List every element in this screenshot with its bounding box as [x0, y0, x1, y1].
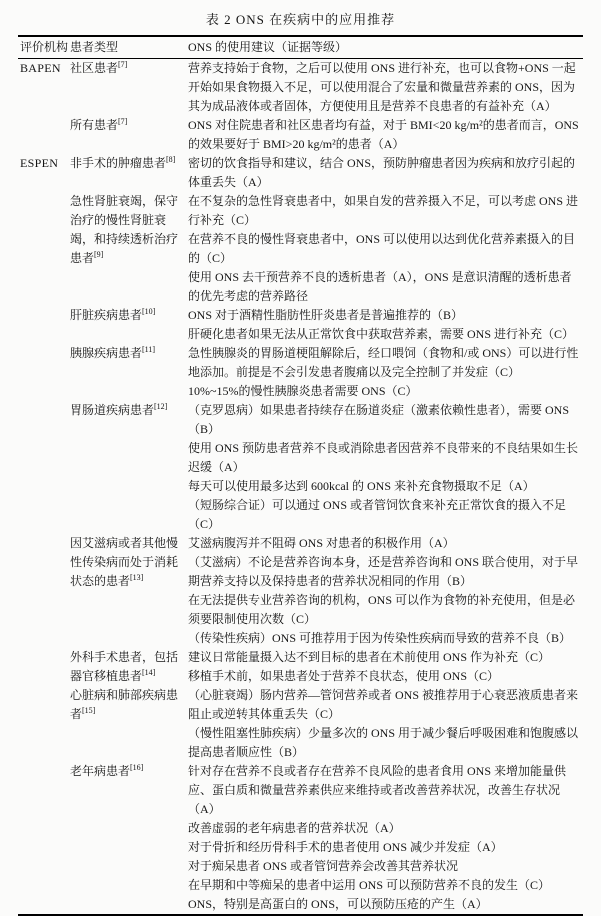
recommendation-text: 使用 ONS 去干预营养不良的透析患者（A），ONS 是意识清醒的透析患者的优先考虑的营养路径: [188, 270, 572, 303]
table-row: [18, 116, 583, 154]
table-row: [18, 534, 583, 648]
patient-cell: 非手术的肿瘤患者[8]: [70, 155, 176, 170]
recommendation-text: 针对存在营养不良或者存在营养不良风险的患者食用 ONS 来增加能量供应、蛋白质和微量营养素供应来维持或者改善营养状况，改善生存状况（A）: [188, 764, 567, 816]
table-body: [18, 59, 583, 916]
org-cell: BAPEN: [20, 61, 61, 75]
column-header-recommendation: ONS 的使用建议（证据等级）: [186, 36, 583, 59]
recommendation-text: 艾滋病腹泻并不阻碍 ONS 对患者的积极作用（A）: [188, 536, 455, 550]
table-title: 表 2 ONS 在疾病中的应用推荐: [205, 12, 396, 27]
table-row: [18, 59, 583, 117]
ons-recommendation-table: [18, 35, 583, 916]
reference-superscript: [15]: [82, 706, 96, 715]
org-cell: [18, 762, 68, 915]
reference-superscript: [10]: [142, 307, 156, 316]
patient-cell: 所有患者[7]: [70, 117, 128, 132]
recommendation-text: （短肠综合证）可以通过 ONS 或者管饲饮食来补充正常饮食的摄入不足（C）: [188, 498, 567, 531]
org-cell: [18, 116, 68, 154]
recommendation-text: （心脏衰竭）肠内营养—管饲营养或者 ONS 被推荐用于心衰恶液质患者来阻止或逆转其体重丢失（C）: [188, 688, 579, 721]
recommendation-text: 对于骨折和经历骨科手术的患者使用 ONS 减少并发症（A）: [188, 840, 503, 854]
recommendation-text: 密切的饮食指导和建议，结合 ONS，预防肿瘤患者因为疾病和放疗引起的体重丢失（A）: [188, 156, 576, 189]
table-row: [18, 762, 583, 915]
recommendation-text: 每天可以使用最多达到 600kcal 的 ONS 来补充食物摄取不足（A）: [188, 479, 535, 493]
org-cell: [18, 401, 68, 534]
table-row: [18, 686, 583, 762]
recommendation-cell: [186, 401, 583, 534]
recommendation-text: 在不复杂的急性肾衰患者中，如果自发的营养摄入不足，可以考虑 ONS 进行补充（C）: [188, 194, 579, 227]
recommendation-text: ONS 对于酒精性脂肪性肝炎患者是普遍推荐的（B）: [188, 308, 464, 322]
column-header-patient: 患者类型: [68, 36, 186, 59]
recommendation-text: 营养支持始于食物，之后可以使用 ONS 进行补充，也可以食物+ONS 一起开始如果食物摄入不足，可以使用混合了宏量和微量营养素的 ONS，因为其为成品液体或者固体，方便使用且是营养不良患者的有益补充（A）: [188, 61, 576, 113]
patient-cell: 因艾滋病或者其他慢性传染病而处于消耗状态的患者[13]: [70, 536, 179, 588]
table-row: [18, 401, 583, 534]
org-cell: ESPEN: [20, 156, 59, 170]
patient-cell: 胰腺疾病患者[11]: [70, 345, 156, 360]
table-row: [18, 192, 583, 306]
recommendation-cell: [186, 344, 583, 401]
recommendation-text: 对于痴呆患者 ONS 或者管饲营养会改善其营养状况: [188, 859, 459, 873]
reference-superscript: [16]: [130, 763, 144, 772]
org-cell: [18, 534, 68, 648]
reference-superscript: [7]: [118, 117, 128, 126]
recommendation-text: ONS 对住院患者和社区患者均有益，对于 BMI<20 kg/m²的患者而言，ONS 的效果要好于 BMI>20 kg/m²的患者（A）: [188, 118, 579, 151]
patient-cell: 急性肾脏衰竭，保守治疗的慢性肾脏衰竭，和持续透析治疗患者[9]: [70, 194, 179, 265]
recommendation-cell: [186, 116, 583, 154]
org-cell: [18, 344, 68, 401]
recommendation-text: 肝硬化患者如果无法从正常饮食中获取营养素，需要 ONS 进行补充（C）: [188, 327, 575, 341]
recommendation-text: 移植手术前，如果患者处于营养不良状态，使用 ONS（C）: [188, 669, 500, 683]
recommendation-cell: [186, 306, 583, 344]
reference-superscript: [9]: [94, 250, 104, 259]
patient-cell: 外科手术患者，包括器官移植患者[14]: [70, 650, 179, 683]
reference-superscript: [14]: [142, 668, 156, 677]
recommendation-cell: [186, 534, 583, 648]
recommendation-text: 急性胰腺炎的胃肠道梗阻解除后，经口喂饲（食物和/或 ONS）可以进行性地添加。前提是不会引发患者腹痛以及完全控制了并发症（C）: [188, 346, 579, 379]
recommendation-text: （传染性疾病）ONS 可推荐用于因为传染性疾病而导致的营养不良（B）: [188, 631, 572, 645]
patient-cell: 心脏病和肺部疾病患者[15]: [70, 688, 179, 721]
reference-superscript: [8]: [166, 155, 176, 164]
patient-cell: 社区患者[7]: [70, 60, 128, 75]
recommendation-text: 使用 ONS 预防患者营养不良或消除患者因营养不良带来的不良结果如生长迟缓（A）: [188, 441, 579, 474]
recommendation-text: 在营养不良的慢性肾衰患者中，ONS 可以使用以达到优化营养素摄入的目的（C）: [188, 232, 576, 265]
table-row: [18, 154, 583, 192]
recommendation-text: 改善虚弱的老年病患者的营养状况（A）: [188, 821, 401, 835]
recommendation-text: 在早期和中等痴呆的患者中运用 ONS 可以预防营养不良的发生（C）: [188, 878, 551, 892]
recommendation-cell: [186, 762, 583, 915]
recommendation-cell: [186, 686, 583, 762]
column-header-org: 评价机构: [18, 36, 68, 59]
table-row: [18, 306, 583, 344]
recommendation-text: （慢性阻塞性肺疾病）少量多次的 ONS 用于减少餐后呼吸困难和饱腹感以提高患者顺应性（B）: [188, 726, 579, 759]
reference-superscript: [11]: [142, 345, 156, 354]
recommendation-cell: [186, 154, 583, 192]
table-row: [18, 648, 583, 686]
table-row: [18, 344, 583, 401]
recommendation-text: （克罗恩病）如果患者持续存在肠道炎症（激素依赖性患者），需要 ONS（B）: [188, 403, 570, 436]
patient-cell: 肝脏疾病患者[10]: [70, 307, 156, 322]
org-cell: [18, 306, 68, 344]
recommendation-text: ONS，特别是高蛋白的 ONS，可以预防压疮的产生（A）: [188, 897, 488, 911]
recommendation-cell: [186, 648, 583, 686]
recommendation-cell: [186, 192, 583, 306]
recommendation-cell: [186, 59, 583, 117]
reference-superscript: [7]: [118, 60, 128, 69]
patient-cell: 老年病患者[16]: [70, 763, 144, 778]
reference-superscript: [12]: [154, 402, 168, 411]
org-cell: [18, 648, 68, 686]
org-cell: [18, 686, 68, 762]
recommendation-text: （艾滋病）不论是营养咨询本身，还是营养咨询和 ONS 联合使用，对于早期营养支持以及保持患者的营养状况相同的作用（B）: [188, 555, 579, 588]
org-cell: [18, 192, 68, 306]
table-header-row: [18, 36, 583, 59]
recommendation-text: 在无法提供专业营养咨询的机构，ONS 可以作为食物的补充使用，但是必须要限制使用次数（C）: [188, 593, 576, 626]
patient-cell: 胃肠道疾病患者[12]: [70, 402, 168, 417]
recommendation-text: 10%~15%的慢性胰腺炎患者需要 ONS（C）: [188, 384, 418, 398]
recommendation-text: 建议日常能量摄入达不到目标的患者在术前使用 ONS 作为补充（C）: [188, 650, 551, 664]
reference-superscript: [13]: [130, 573, 144, 582]
